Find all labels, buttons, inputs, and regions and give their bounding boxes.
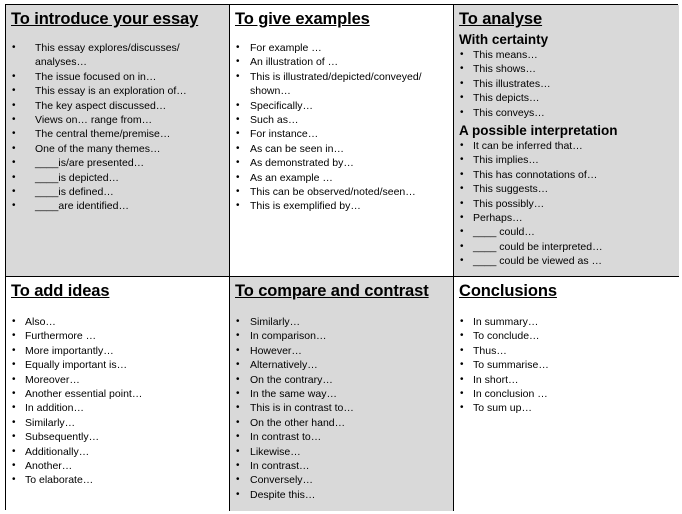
list-item: • Equally important is… bbox=[11, 358, 204, 372]
list-item: • This implies… bbox=[459, 153, 674, 167]
certainty-list bbox=[459, 48, 674, 120]
list-item: • Moreover… bbox=[11, 373, 204, 387]
introduce-cell bbox=[6, 5, 230, 277]
list-item: • Perhaps… bbox=[459, 211, 674, 225]
list-item: • This is in contrast to… bbox=[235, 401, 444, 415]
introduce-title: To introduce your essay bbox=[11, 10, 199, 28]
list-item: • This can be observed/noted/seen… bbox=[235, 185, 444, 199]
list-item: • Another… bbox=[11, 459, 204, 473]
analyse-cell bbox=[454, 5, 679, 277]
list-item: • For example … bbox=[235, 41, 444, 55]
list-item: • One of the many themes… bbox=[11, 142, 204, 156]
list-item: • In conclusion … bbox=[459, 387, 674, 401]
add-ideas-title: To add ideas bbox=[11, 282, 110, 300]
list-item: • This is illustrated/depicted/conveyed/ shown… bbox=[235, 70, 444, 99]
list-item: • In contrast… bbox=[235, 459, 444, 473]
list-item: • Likewise… bbox=[235, 445, 444, 459]
list-item: • ____are identified… bbox=[11, 199, 204, 213]
list-item: • This essay explores/discusses/ analyses… bbox=[11, 41, 204, 70]
conclusions-title: Conclusions bbox=[459, 282, 557, 300]
list-item: • Views on… range from… bbox=[11, 113, 204, 127]
list-item: • Conversely… bbox=[235, 473, 444, 487]
list-item: • This illustrates… bbox=[459, 77, 674, 91]
list-item: • This means… bbox=[459, 48, 674, 62]
list-item: • This shows… bbox=[459, 62, 674, 76]
list-item: • This essay is an exploration of… bbox=[11, 84, 204, 98]
examples-title: To give examples bbox=[235, 10, 370, 28]
list-item: • Similarly… bbox=[11, 416, 204, 430]
list-item: • More importantly… bbox=[11, 344, 204, 358]
list-item: • This suggests… bbox=[459, 182, 674, 196]
list-item: • As an example … bbox=[235, 171, 444, 185]
interpretation-list bbox=[459, 139, 674, 269]
list-item: • The central theme/premise… bbox=[11, 127, 204, 141]
list-item: • Also… bbox=[11, 315, 204, 329]
introduce-list bbox=[11, 41, 224, 214]
compare-list bbox=[235, 315, 448, 502]
list-item: • This is exemplified by… bbox=[235, 199, 444, 213]
certainty-heading: With certainty bbox=[459, 32, 549, 47]
list-item: • This possibly… bbox=[459, 197, 674, 211]
list-item: • On the other hand… bbox=[235, 416, 444, 430]
add-ideas-list bbox=[11, 315, 224, 488]
list-item: • In comparison… bbox=[235, 329, 444, 343]
list-item: • Thus… bbox=[459, 344, 674, 358]
list-item: • Subsequently… bbox=[11, 430, 204, 444]
list-item: • This depicts… bbox=[459, 91, 674, 105]
list-item: • In the same way… bbox=[235, 387, 444, 401]
list-item: • To elaborate… bbox=[11, 473, 204, 487]
list-item: • ____ could be interpreted… bbox=[459, 240, 674, 254]
list-item: • This has connotations of… bbox=[459, 168, 674, 182]
list-item: • In contrast to… bbox=[235, 430, 444, 444]
list-item: • It can be inferred that… bbox=[459, 139, 674, 153]
conclusions-list bbox=[459, 315, 674, 416]
list-item: • However… bbox=[235, 344, 444, 358]
list-item: • Similarly… bbox=[235, 315, 444, 329]
list-item: • ____ could be viewed as … bbox=[459, 254, 674, 268]
list-item: • On the contrary… bbox=[235, 373, 444, 387]
list-item: • ____is/are presented… bbox=[11, 156, 204, 170]
list-item: • For instance… bbox=[235, 127, 444, 141]
list-item: • Specifically… bbox=[235, 99, 444, 113]
list-item: • This conveys… bbox=[459, 106, 674, 120]
list-item: • An illustration of … bbox=[235, 55, 444, 69]
list-item: • Additionally… bbox=[11, 445, 204, 459]
phrases-table bbox=[5, 4, 678, 510]
list-item: • ____ could… bbox=[459, 225, 674, 239]
examples-cell bbox=[230, 5, 454, 277]
list-item: • Alternatively… bbox=[235, 358, 444, 372]
analyse-title: To analyse bbox=[459, 10, 543, 28]
compare-title: To compare and contrast bbox=[235, 282, 429, 300]
list-item: • In summary… bbox=[459, 315, 674, 329]
add-ideas-cell bbox=[6, 277, 230, 511]
list-item: • To summarise… bbox=[459, 358, 674, 372]
list-item: • ____is depicted… bbox=[11, 171, 204, 185]
list-item: • Such as… bbox=[235, 113, 444, 127]
list-item: • ____is defined… bbox=[11, 185, 204, 199]
examples-list bbox=[235, 41, 448, 214]
list-item: • In short… bbox=[459, 373, 674, 387]
list-item: • Despite this… bbox=[235, 488, 444, 502]
interpretation-heading: A possible interpretation bbox=[459, 123, 618, 139]
list-item: • As can be seen in… bbox=[235, 142, 444, 156]
list-item: • To sum up… bbox=[459, 401, 674, 415]
list-item: • Another essential point… bbox=[11, 387, 204, 401]
list-item: • The key aspect discussed… bbox=[11, 99, 204, 113]
list-item: • In addition… bbox=[11, 401, 204, 415]
list-item: • As demonstrated by… bbox=[235, 156, 444, 170]
conclusions-cell bbox=[454, 277, 679, 511]
list-item: • The issue focused on in… bbox=[11, 70, 204, 84]
compare-cell bbox=[230, 277, 454, 511]
list-item: • Furthermore … bbox=[11, 329, 204, 343]
list-item: • To conclude… bbox=[459, 329, 674, 343]
